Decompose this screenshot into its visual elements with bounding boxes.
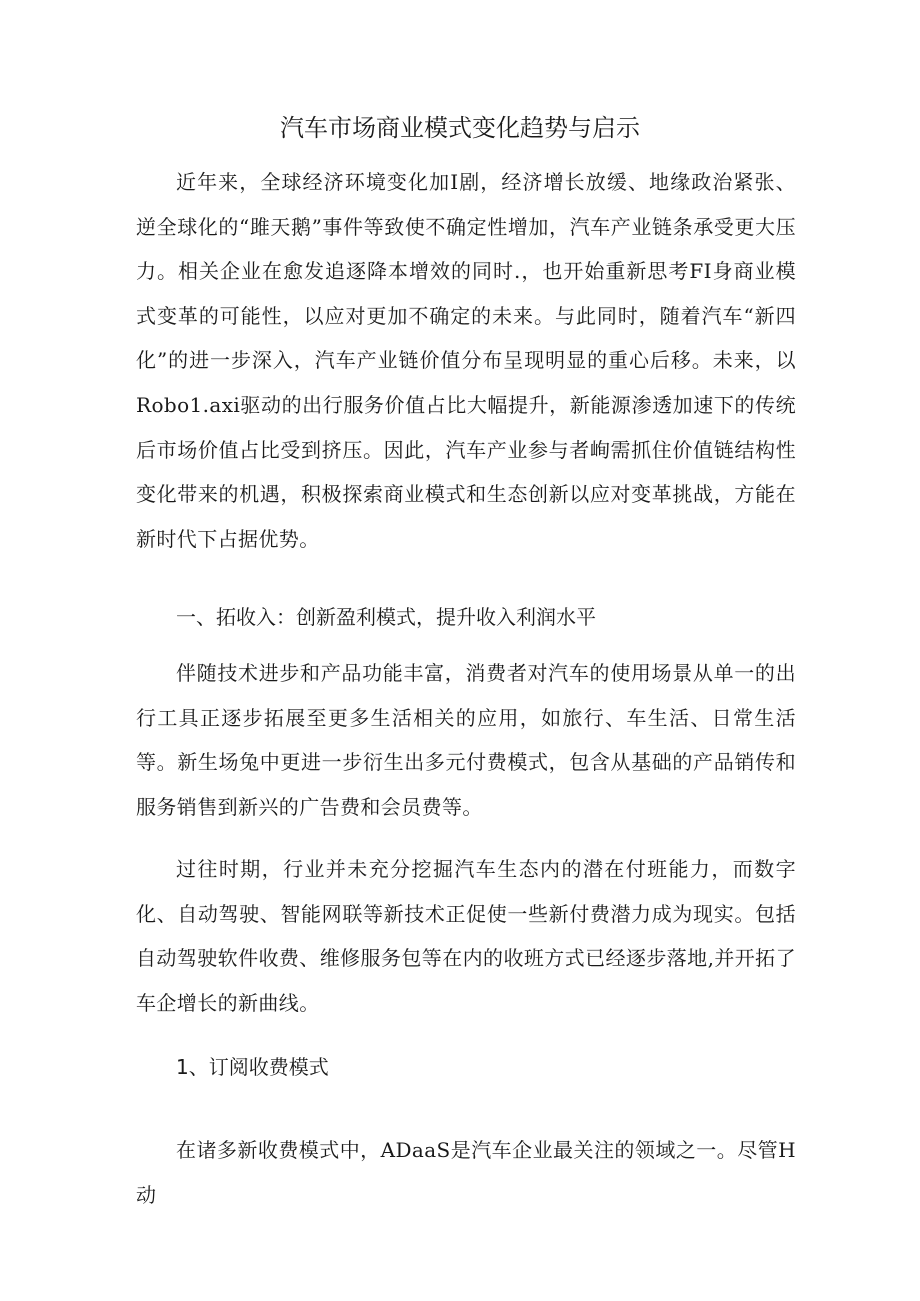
section-heading-revenue: 一、拓收入：创新盈利模式，提升收入利润水平 — [176, 605, 596, 629]
paragraph-intro: 近年来，全球经济环境变化加I剧，经济增长放缓、地缘政治紧张、逆全球化的“雎天鹅”事件等致使不确定性增加，汽车产业链条承受更大压力。相关企业在愈发追逐降本增效的同时.，也开始重新思考FI身商业模式变革的可能性，以应对更加不确定的未来。与此同时，随着汽车“新四化”的进一步深入，汽车产业链价值分布呈现明显的重心后移。未来，以Robo1.axi驱动的出行服务价值占比大幅提升，新能源渗透加速下的传统后市场价值占比受到挤压。因此，汽车产业参与者峋需抓住价值链结构性变化带来的机遇，积极探索商业模式和生态创新以应对变革挑战，方能在新时代下占据优势。 — [136, 170, 796, 551]
document-title: 汽车市场商业模式变化趋势与启示 — [280, 114, 640, 142]
paragraph-usage-scenarios: 伴随技术进步和产品功能丰富，消费者对汽车的使用场景从单一的出行工具正逐步拓展至更多生活相关的应用，如旅行、车生活、日常生活等。新生场兔中更进一步衍生出多元付费模式，包含从基础的产品销传和服务销售到新兴的广告费和会员费等。 — [136, 661, 796, 819]
paragraph-new-payment-potential: 过往时期，行业并未充分挖掘汽车生态内的潜在付班能力，而数字化、自动驾驶、智能网联等新技术正促使一些新付费潜力成为现实。包括自动驾驶软件收费、维修服务包等在内的收班方式已经逐步落地,并开拓了车企增长的新曲线。 — [136, 857, 796, 1015]
paragraph-adaas: 在诸多新收费模式中，ADaaS是汽车企业最关注的领域之一。尽管H动 — [136, 1138, 796, 1207]
subsection-heading-subscription: 1、订阅收费模式 — [176, 1055, 329, 1079]
